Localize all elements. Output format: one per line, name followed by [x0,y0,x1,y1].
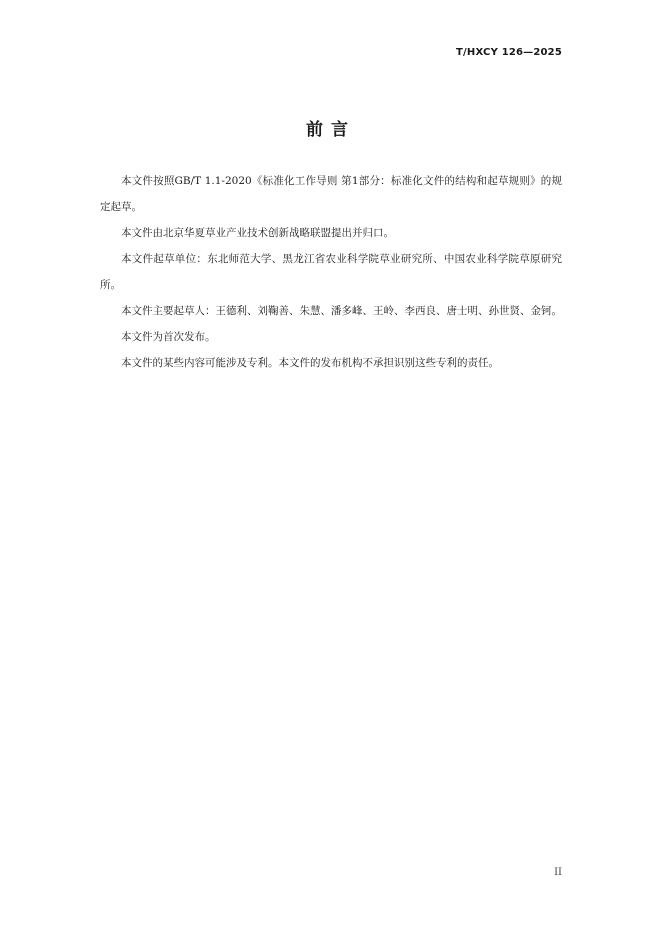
paragraph-drafters: 本文件主要起草人：王德利、刘鞠善、朱慧、潘多峰、王岭、李西良、唐士明、孙世贤、金钶。 [121,305,562,317]
page-number: II [554,867,562,878]
foreword-body [100,168,562,376]
document-code: T/HXCY 126—2025 [456,47,562,58]
paragraph-patent-notice: 本文件的某些内容可能涉及专利。本文件的发布机构不承担识别这些专利的责任。 [121,357,499,369]
paragraph-proposer: 本文件由北京华夏草业产业技术创新战略联盟提出并归口。 [121,227,394,239]
paragraph-first-release: 本文件为首次发布。 [121,331,216,343]
paragraph-drafting-rules: 本文件按照GB/T 1.1-2020《标准化工作导则 第1部分：标准化文件的结构和起草规则》的规定起草。 [100,175,562,213]
paragraph-drafting-units: 本文件起草单位：东北师范大学、黑龙江省农业科学院草业研究所、中国农业科学院草原研究所。 [100,253,562,291]
page-title: 前言 [306,120,356,140]
